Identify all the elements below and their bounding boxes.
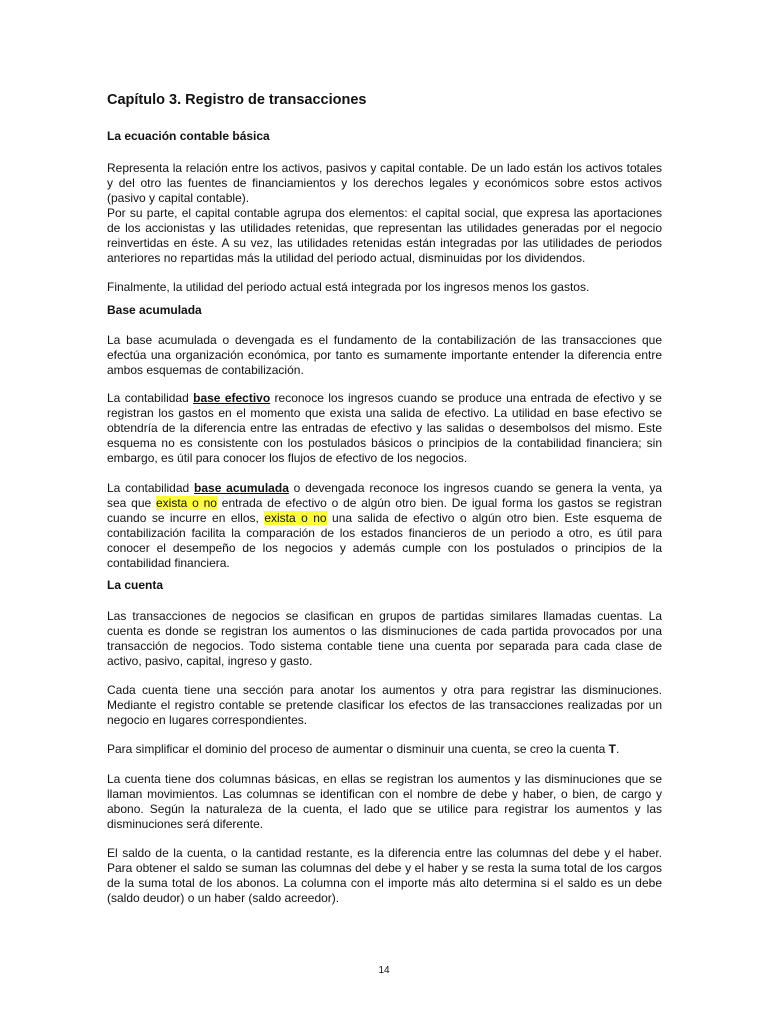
highlight: exista o no: [264, 511, 327, 525]
paragraph: Representa la relación entre los activos, pasivos y capital contable. De un lado están los activos totales y del otro las fuentes de financiamientos y los derechos legales y económicos sobre estos activos (pasivo y capital contable).: [107, 161, 662, 205]
paragraph: Cada cuenta tiene una sección para anotar los aumentos y otra para registrar las disminuciones. Mediante el registro contable se pretende clasificar los efectos de las transacciones realizadas por un negocio en lugares correspondientes.: [107, 683, 662, 727]
text-run: La contabilidad: [107, 481, 195, 495]
paragraph: La cuenta tiene dos columnas básicas, en ellas se registran los aumentos y las disminuciones que se llaman movimientos. Las columnas se identifican con el nombre de debe y haber, o bien, de cargo y abono. Según la naturaleza de la cuenta, el lado que se utilice para registrar los aumentos y las disminuciones será diferente.: [107, 772, 662, 831]
cuenta-t: T: [608, 742, 616, 756]
chapter-title: Capítulo 3. Registro de transacciones: [107, 92, 367, 108]
text-run: Para simplificar el dominio del proceso de aumentar o disminuir una cuenta, se creo la cuenta: [107, 742, 609, 756]
page-number: 14: [378, 965, 390, 976]
paragraph: Las transacciones de negocios se clasifican en grupos de partidas similares llamadas cuentas. La cuenta es donde se registran los aumentos o las disminuciones de cada partida provocados por una transacción de negocios. Todo sistema contable tiene una cuenta por separada para cada clase de activo, pasivo, capital, ingreso y gasto.: [107, 609, 662, 668]
text-run: o devengada reconoce los ingresos cuando se genera la venta, ya sea que: [107, 481, 662, 510]
term-base-acumulada: base acumulada: [194, 481, 289, 495]
paragraph: La base acumulada o devengada es el fundamento de la contabilización de las transacciones que efectúa una organización económica, por tanto es sumamente importante entender la diferencia entre ambos esquemas de contabilización.: [107, 333, 662, 377]
highlight: exista o no: [155, 496, 217, 510]
paragraph-base-acumulada: [107, 481, 662, 571]
section-heading-base-acumulada: Base acumulada: [107, 303, 202, 317]
section-heading-ecuacion: La ecuación contable básica: [107, 129, 270, 143]
paragraph-cuenta-t: [107, 742, 662, 757]
text-run: reconoce los ingresos cuando se produce una entrada de efectivo y se registran los gastos en el momento que exista una salida de efectivo. La utilidad en base efectivo se obtendría de la diferencia entre las entradas de efectivo y las salidas o desembolsos del mismo. Este esquema no es consistente con los postulados básicos o principios de la contabilidad financiera; sin embargo, es útil para conocer los flujos de efectivo de los negocios.: [107, 391, 662, 465]
term-base-efectivo: base efectivo: [193, 391, 271, 405]
paragraph: Finalmente, la utilidad del periodo actual está integrada por los ingresos menos los gastos.: [107, 280, 590, 294]
text-run: .: [615, 742, 620, 756]
section-heading-la-cuenta: La cuenta: [107, 578, 164, 592]
paragraph: El saldo de la cuenta, o la cantidad restante, es la diferencia entre las columnas del debe y el haber. Para obtener el saldo se suman las columnas del debe y el haber y se resta la suma total de los cargos de la suma total de los abonos. La columna con el importe más alto determina si el saldo es un debe (saldo deudor) o un haber (saldo acreedor).: [107, 846, 662, 905]
text-run: una salida de efectivo o algún otro bien. Este esquema de contabilización facilita la comparación de los estados financieros de un periodo a otro, es útil para conocer el desempeño de los negocios y además cumple con los postulados o principios de la contabilidad financiera.: [107, 511, 662, 570]
paragraph-base-efectivo: [107, 391, 662, 466]
text-run: entrada de efectivo o de algún otro bien. De igual forma los gastos se registran cuando se incurre en ellos,: [107, 496, 662, 525]
text-run: La contabilidad: [107, 391, 194, 405]
paragraph: Por su parte, el capital contable agrupa dos elementos: el capital social, que expresa las aportaciones de los accionistas y las utilidades retenidas, que representan las utilidades generadas por el negocio reinvertidas en éste. A su vez, las utilidades retenidas están integradas por las utilidades de periodos anteriores no repartidas más la utilidad del periodo actual, disminuidas por los dividendos.: [107, 206, 662, 265]
